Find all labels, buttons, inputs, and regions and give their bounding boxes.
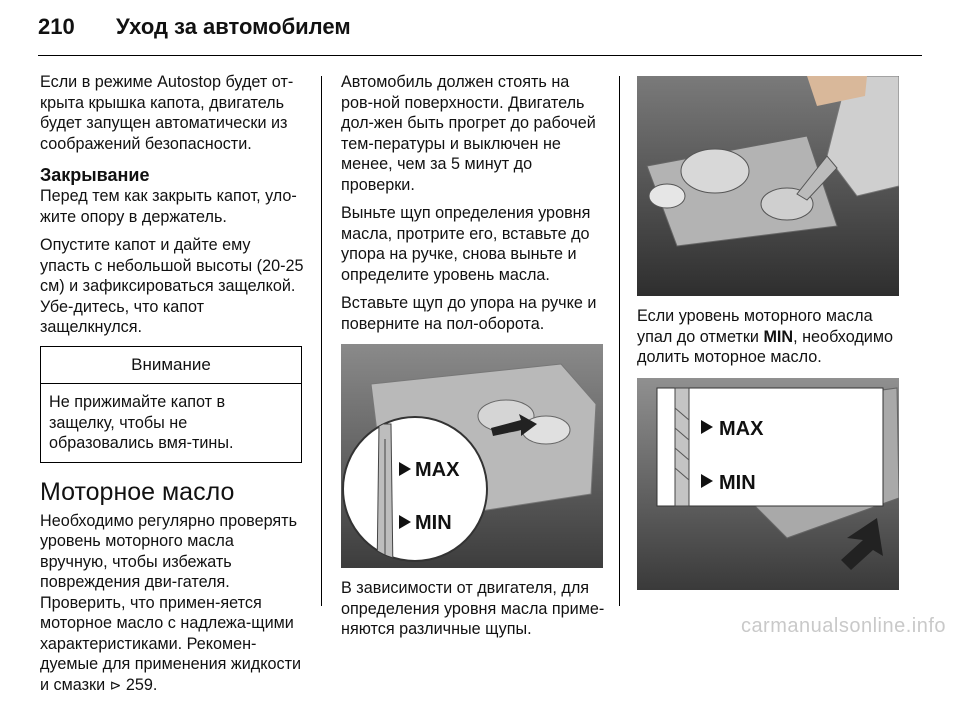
oil-refill-figure [637,76,899,296]
column-divider [321,76,322,606]
max-label: MAX [719,417,764,440]
closing-heading: Закрывание [40,165,150,185]
page-reference[interactable]: 259. [125,675,158,694]
filler-opening [681,149,749,193]
column-divider [619,76,620,606]
paragraph-lower-hood: Опустите капот и дайте ему упасть с небольшой высоты (20-25 см) и зафиксироваться защелкой. Убе-дитесь, что капот защелкнулся. [40,236,304,336]
paragraph-pull-dipstick: Выньте щуп определения уровня масла, протрите его, вставьте до упора на ручке, снова выньте и определите уровень масла. [341,204,591,284]
magnified-inset [657,388,883,506]
header-rule [38,55,922,56]
column-2 [341,72,605,648]
oil-cap [649,184,685,208]
oil-check-text: Необходимо регулярно проверять уровень моторного масла вручную, чтобы избежать повреждения дви-гателя. Проверить, что примен-яется моторное масло с надлежа-щими характеристиками. Рекомен-дуемые для применения жидкости и смазки [40,511,302,694]
page-number: 210 [38,14,75,39]
refill-text-end: , необходимо долить моторное масло. [637,327,893,366]
page-title: Уход за автомобилем [116,14,351,39]
dipstick-figure-2 [637,378,899,590]
paragraph-insert-dipstick: Вставьте щуп до упора на ручке и поверните на пол-оборота. [341,294,597,333]
paragraph-refill [637,306,901,368]
min-label: MIN [719,471,756,494]
paragraph-level-surface: Автомобиль должен стоять на ров-ной поверхности. Двигатель дол-жен быть прогрет до рабочей тем-пературы и выключен не менее, чем за 5 минут до проверки. [341,73,596,194]
attention-title: Внимание [41,347,301,385]
attention-box [40,346,302,463]
watermark: carmanualsonline.info [740,615,946,637]
paragraph-oil-check [40,511,304,696]
page-reference-icon[interactable]: ⊳ [109,676,122,693]
paragraph-prop: Перед тем как закрыть капот, уло-жите опору в держатель. [40,187,297,226]
refill-text-start: Если уровень моторного масла упал до отметки [637,307,873,346]
dipstick-figure-1 [341,344,603,568]
magnified-inset [343,417,487,561]
min-label: MIN [415,512,452,534]
paragraph-dipstick-types: В зависимости от двигателя, для определения уровня масла приме-няются различные щупы. [341,579,605,638]
min-mark-bold: MIN [763,327,794,346]
engine-oil-heading: Моторное масло [40,477,235,506]
attention-text: Не прижимайте капот в защелку, чтобы не образовались вмя-тины. [49,393,234,452]
paragraph-autostop: Если в режиме Autostop будет от-крыта крышка капота, двигатель будет запущен автоматически из соображений безопасности. [40,73,294,153]
column-3 [637,72,901,600]
max-label: MAX [415,459,460,481]
column-1 [40,72,304,703]
page-header [38,14,922,50]
dipstick-blade [675,388,689,506]
